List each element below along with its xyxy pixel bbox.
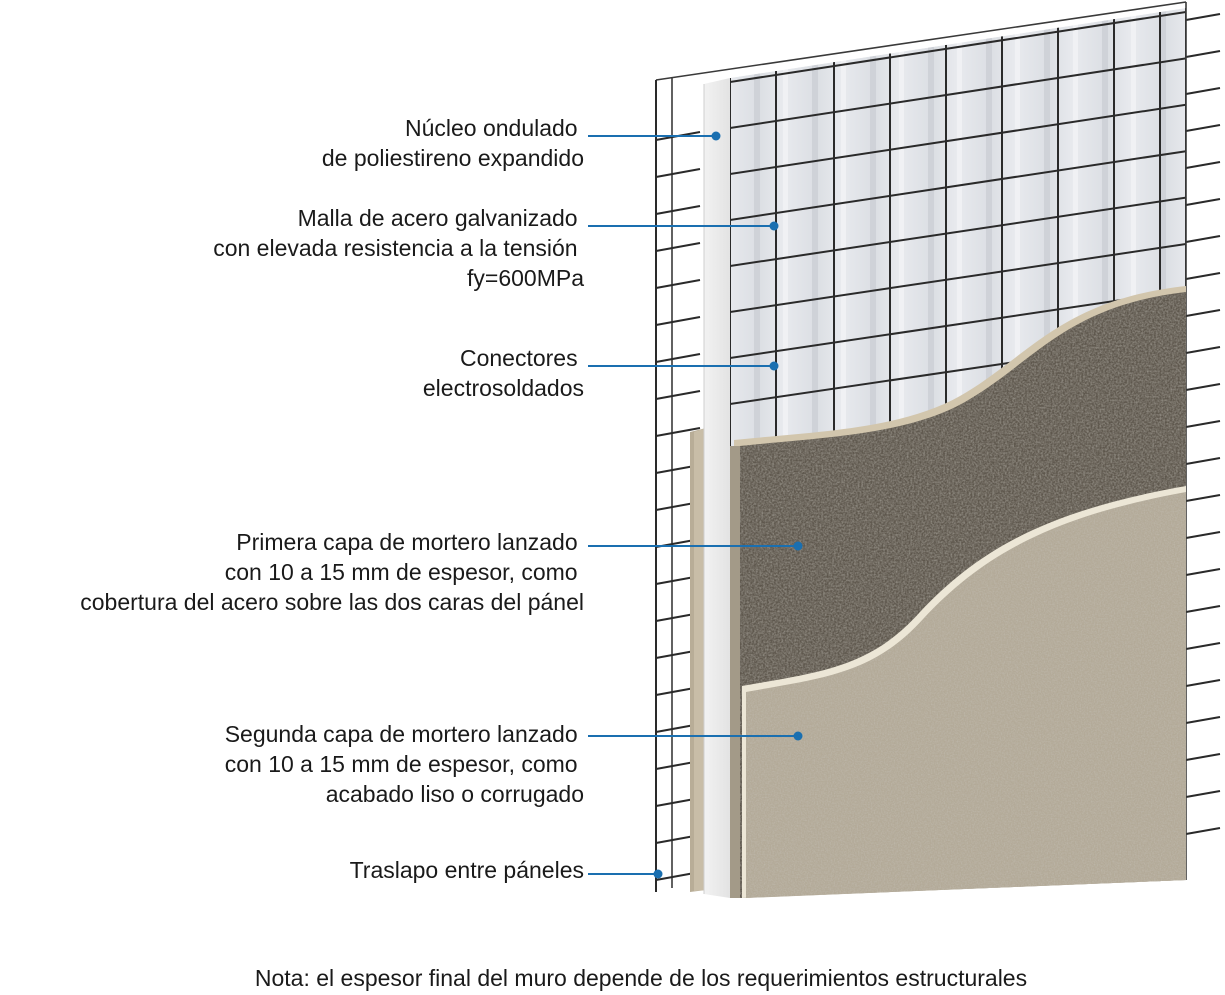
label-second-mortar: Segunda capa de mortero lanzado con 10 a 15 mm de espesor, como acabado liso o corrugado xyxy=(224,721,584,807)
right-mesh-stub xyxy=(1186,236,1220,242)
leader-dot-icon xyxy=(654,870,663,879)
right-mesh-stub xyxy=(1186,88,1220,94)
leader-dot-icon xyxy=(770,222,779,231)
leader-dot-icon xyxy=(794,732,803,741)
back-mesh-stub xyxy=(656,169,700,177)
back-mesh-stub xyxy=(656,317,700,325)
back-mesh-stub xyxy=(656,206,700,214)
right-mesh-stub xyxy=(1186,532,1220,538)
right-mesh-stub xyxy=(1186,569,1220,575)
label-connectors: Conectores electrosoldados xyxy=(422,345,584,401)
right-mesh-stub xyxy=(1186,421,1220,427)
right-mesh-stub xyxy=(1186,828,1220,834)
right-mesh-stub xyxy=(1186,754,1220,760)
footnote: Nota: el espesor final del muro depende de los requerimientos estructurales xyxy=(254,965,1028,991)
right-mesh-stub xyxy=(1186,14,1220,20)
leader-dot-icon xyxy=(712,132,721,141)
foam-core-edge xyxy=(704,78,730,898)
back-mesh-stub xyxy=(656,354,700,362)
back-mesh-stub xyxy=(656,243,700,251)
right-mesh-stub xyxy=(1186,125,1220,131)
right-mesh-stub xyxy=(1186,51,1220,57)
callout-labels xyxy=(80,115,584,883)
back-mesh-stub xyxy=(656,280,700,288)
label-panel-overlap: Traslapo entre páneles xyxy=(349,857,584,883)
right-mesh-stub xyxy=(1186,495,1220,501)
right-mesh-stub xyxy=(1186,717,1220,723)
right-mesh-overhang xyxy=(1186,2,1220,880)
label-steel-mesh: Malla de acero galvanizado con elevada resistencia a la tensión fy=600MPa xyxy=(213,205,584,291)
back-mesh-stub xyxy=(656,391,700,399)
right-mesh-stub xyxy=(1186,347,1220,353)
right-mesh-stub xyxy=(1186,680,1220,686)
right-mesh-stub xyxy=(1186,643,1220,649)
right-mesh-stub xyxy=(1186,310,1220,316)
right-mesh-stub xyxy=(1186,606,1220,612)
leader-dot-icon xyxy=(794,542,803,551)
right-mesh-stub xyxy=(1186,162,1220,168)
right-mesh-stub xyxy=(1186,199,1220,205)
mesh-horizontal-wire xyxy=(730,894,1186,956)
right-mesh-stub xyxy=(1186,791,1220,797)
leader-dot-icon xyxy=(770,362,779,371)
label-foam-core: Núcleo ondulado de poliestireno expandido xyxy=(321,115,584,171)
label-first-mortar: Primera capa de mortero lanzado con 10 a 15 mm de espesor, como cobertura del acero sobre las dos caras del pánel xyxy=(80,529,584,615)
right-mesh-stub xyxy=(1186,384,1220,390)
right-mesh-stub xyxy=(1186,273,1220,279)
right-mesh-stub xyxy=(1186,458,1220,464)
